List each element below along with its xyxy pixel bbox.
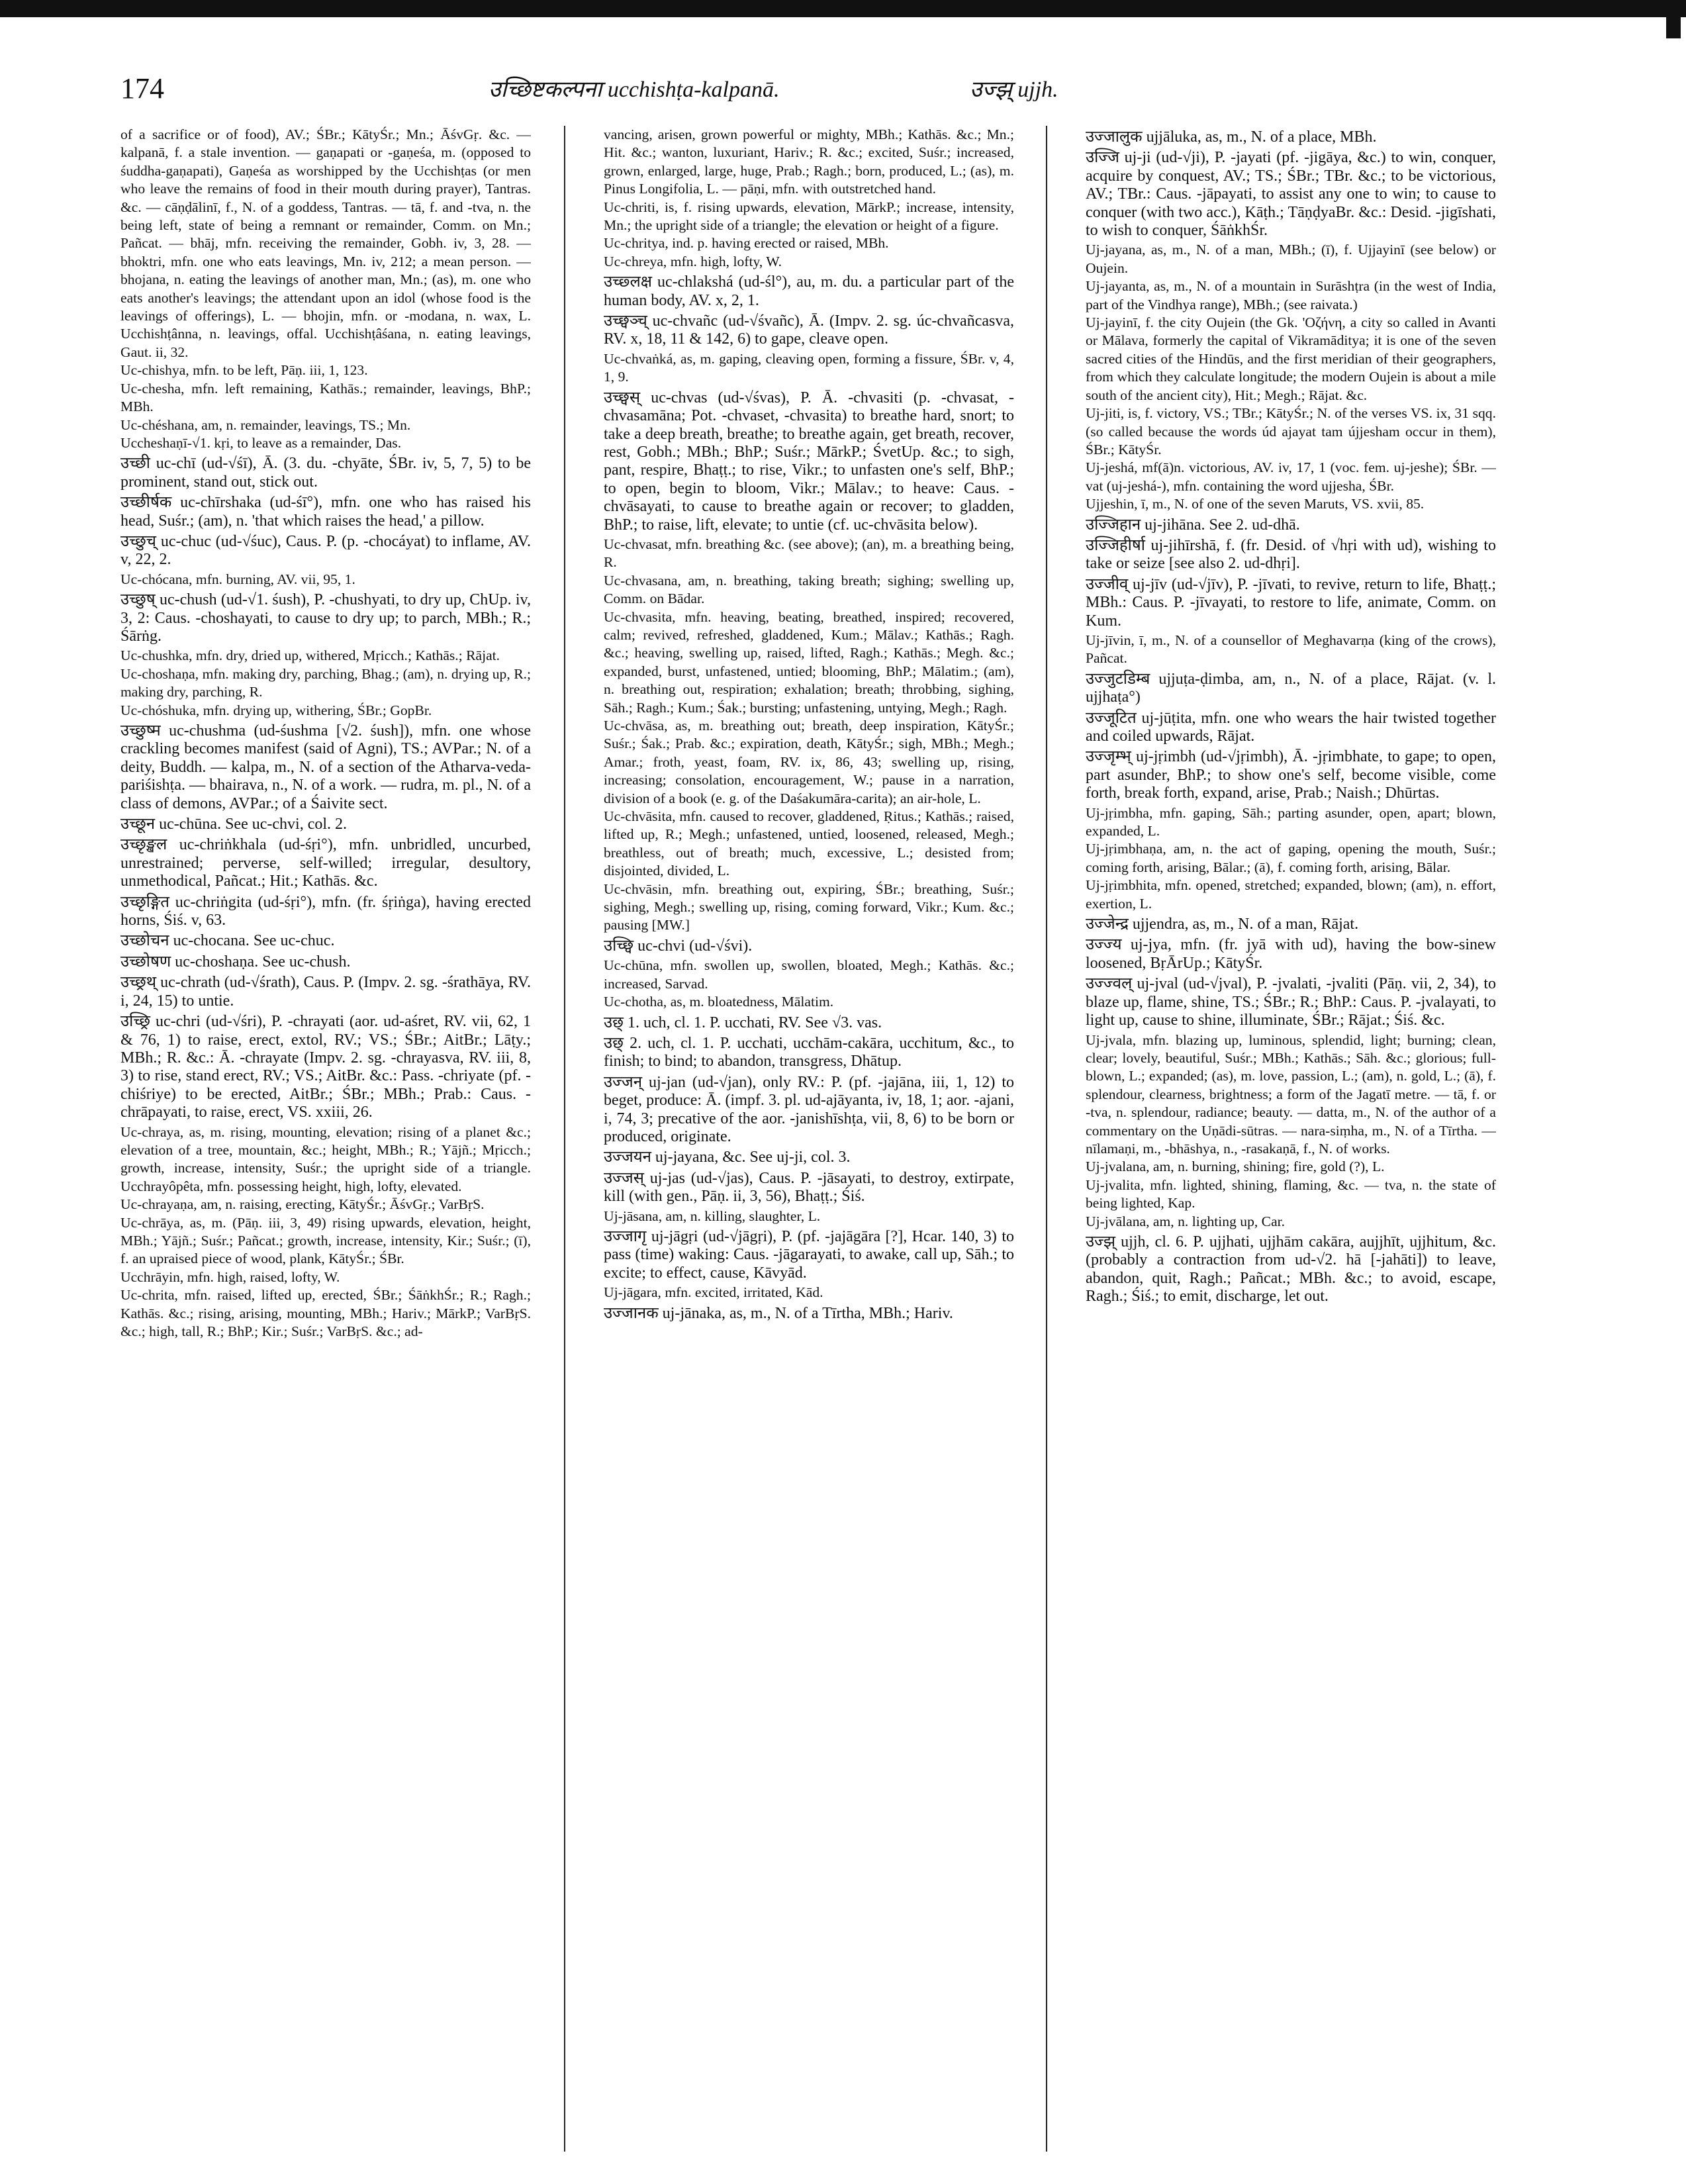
dictionary-entry: उज्ज्वल् uj-jval (ud-√jval), P. -jvalati, -jvaliti (Pāṇ. vii, 2, 34), to blaze up, flame, shine, TS.; ŚBr.; R.; BhP.: Caus. P. -jvalayati, to light up, cause to shine, illuminate, ŚBr.; Rājat.; Śiś. &c.	[1086, 975, 1496, 1029]
dictionary-entry: Uc-chvāsita, mfn. caused to recover, gladdened, Ṛitus.; Kathās.; raised, lifted up, R.; Megh.; unfastened, untied, loosened, released, Megh.; breathless, out of breath; much, excessive, L.; desisted from; disjointed, divided, L.	[604, 808, 1014, 879]
column-divider	[1046, 126, 1047, 2152]
dictionary-entry: Uj-jṛimbha, mfn. gaping, Sāh.; parting asunder, open, apart; blown, expanded, L.	[1086, 804, 1496, 839]
dictionary-entry: उच्छृङ्खल uc-chriṅkhala (ud-śṛi°), mfn. unbridled, uncurbed, unrestrained; perverse, self-willed; irregular, desultory, unmethodical, Pañcat.; Hit.; Kathās. &c.	[120, 836, 531, 890]
right-running-head: उज्झ् ujjh.	[970, 77, 1058, 102]
dictionary-entry: उच्छ्वञ्च् uc-chvañc (ud-√śvañc), Ā. (Impv. 2. sg. úc-chvañcasva, RV. x, 18, 11 & 142, 6) to gape, cleave open.	[604, 312, 1014, 348]
dictionary-entry: उच्छोषण uc-choshaṇa. See uc-chush.	[120, 953, 351, 971]
page-number: 174	[120, 72, 164, 105]
dictionary-entry: Uc-chreya, mfn. high, lofty, W.	[604, 253, 782, 269]
dictionary-entry: उछ् 2. uch, cl. 1. P. ucchati, ucchām-cakāra, ucchitum, &c., to finish; to bind; to abandon, transgress, Dhātup.	[604, 1034, 1014, 1070]
dictionary-entry: Ucchrāyin, mfn. high, raised, lofty, W.	[120, 1268, 340, 1285]
dictionary-entry: उज्जेन्द्र ujjendra, as, m., N. of a man, Rājat.	[1086, 916, 1359, 933]
top-border-rule	[0, 0, 1686, 17]
dictionary-entry: उच्छीर्षक uc-chīrshaka (ud-śī°), mfn. one who has raised his head, Suśr.; (am), n. 'that which raises the head,' a pillow.	[120, 494, 531, 530]
dictionary-entry: उछ् 1. uch, cl. 1. P. ucchati, RV. See √3. vas.	[604, 1014, 882, 1031]
dictionary-entry: उच्छ्लक्ष uc-chlakshá (ud-śl°), au, m. du. a particular part of the human body, AV. x, 2, 1.	[604, 273, 1014, 309]
dictionary-entry: उच्छ्रथ् uc-chrath (ud-√śrath), Caus. P. (Impv. 2. sg. -śrathāya, RV. i, 24, 15) to untie.	[120, 974, 531, 1010]
column-1	[120, 126, 531, 2152]
dictionary-entry: Ujjeshin, ī, m., N. of one of the seven Maruts, VS. xvii, 85.	[1086, 496, 1425, 512]
dictionary-entry: Uj-jayanta, as, m., N. of a mountain in Surāshṭra (in the west of India, part of the Vindhya range), MBh.; (see raivata.)	[1086, 278, 1496, 312]
dictionary-entry: उज्जागृ uj-jāgṛi (ud-√jāgṛi), P. (pf. -jajāgāra [?], Hcar. 140, 3) to pass (time) waking: Caus. -jāgarayati, to awake, call up, Sāh.; to excite; to effect, cause, Kāvyād.	[604, 1227, 1014, 1282]
dictionary-entry: of a sacrifice or of food), AV.; ŚBr.; KātyŚr.; Mn.; ĀśvGṛ. &c. — kalpanā, f. a stale invention. — gaṇapati or -gaṇeśa, m. (opposed to śuddha-gaṇapati), Gaṇeśa as worshipped by the Ucchishṭas (or men who leave the remains of food in their mouth during prayer), Tantras. &c. — cāṇḍālinī, f., N. of a goddess, Tantras. — tā, f. and -tva, n. the being left, state of being a remnant or remainder, Comm. on Mn.; Pañcat. — bhāj, mfn. receiving the remainder, Gobh. iv, 3, 28. — bhoktri, mfn. one who eats leavings, Mn. iv, 212; a mean person. — bhojana, n. eating the leavings of another man, Mn.; (as), m. one who eats another's leavings; the attendant upon an idol (whose food is the leavings of offerings), L. — bhojin, mfn. or -modana, n. wax, L. Ucchishṭânna, n. leavings, offal. Ucchishṭâśana, n. eating leavings, Gaut. ii, 32.	[120, 126, 531, 360]
dictionary-entry: Uj-jayinī, f. the city Oujein (the Gk. 'Οζήνη, a city so called in Avanti or Mālava, formerly the capital of Vikramāditya; it is one of the seven sacred cities of the Hindūs, and the first meridian of their geographers, from which they calculate longitude; the modern Oujein is about a mile south of the ancient city), Hit.; Megh.; Rājat. &c.	[1086, 314, 1496, 403]
dictionary-entry: उच्छ्वि uc-chvi (ud-√śvi).	[604, 937, 753, 955]
dictionary-entry: उच्छुष्म uc-chushma (ud-śushma [√2. śush]), mfn. one whose crackling becomes manifest (said of Agni), TS.; AVPar.; N. of a deity, Buddh. — kalpa, m., N. of a section of the Atharva-veda-pariśishṭa. — bhairava, n., N. of a work. — rudra, m. pl., N. of a class of demons, AVPar.; of a Śaivite sect.	[120, 722, 531, 812]
dictionary-entry: Uc-chvāsa, as, m. breathing out; breath, deep inspiration, KātyŚr.; Suśr.; Śak.; Prab. &c.; expiration, death, KātyŚr.; sigh, MBh.; Megh.; Amar.; froth, yeast, foam, RV. ix, 86, 43; swelling up, rising, increasing; consolation, encouragement, W.; pause in a narration, division of a book (e. g. of the Daśakumāra-carita); an air-hole, L.	[604, 718, 1014, 806]
dictionary-entry: उच्छुच् uc-chuc (ud-√śuc), Caus. P. (p. -chocáyat) to inflame, AV. v, 22, 2.	[120, 532, 531, 569]
dictionary-entry: Uj-jṛimbhaṇa, am, n. the act of gaping, opening the mouth, Suśr.; coming forth, arising, Bālar.; (ā), f. coming forth, arising, Bālar.	[1086, 841, 1496, 875]
dictionary-entry: उच्छी uc-chī (ud-√śī), Ā. (3. du. -chyāte, ŚBr. iv, 5, 7, 5) to be prominent, stand out, stick out.	[120, 455, 531, 491]
dictionary-entry: उज्झ् ujjh, cl. 6. P. ujjhati, ujjhām cakāra, aujjhīt, ujjhitum, &c. (probably a contraction from ud-√2. hā [-jahāti]) to leave, abandon, quit, Ragh.; Pañcat.; MBh. &c.; to avoid, escape, Ragh.; Śiś.; to emit, discharge, let out.	[1086, 1233, 1496, 1306]
dictionary-entry: Uc-chushka, mfn. dry, dried up, withered, Mṛicch.; Kathās.; Rājat.	[120, 647, 500, 664]
dictionary-entry: उज्जन् uj-jan (ud-√jan), only RV.: P. (pf. -jajāna, iii, 1, 12) to beget, produce: Ā. (impf. 3. pl. ud-ajāyanta, iv, 18, 1; aor. -ajani, i, 74, 3; precative of the aor. -janishīshṭa, vii, 8, 6) to be born or produced, originate.	[604, 1073, 1014, 1145]
dictionary-entry: Uc-chesha, mfn. left remaining, Kathās.; remainder, leavings, BhP.; MBh.	[120, 380, 531, 415]
dictionary-entry: उच्छुष् uc-chush (ud-√1. śush), P. -chushyati, to dry up, ChUp. iv, 3, 2: Caus. -choshayati, to cause to dry up; to parch, MBh.; R.; Śārṅg.	[120, 591, 531, 645]
dictionary-entry: Uccheshaṇī-√1. kṛi, to leave as a remainder, Das.	[120, 434, 402, 451]
dictionary-entry: Uj-jāgara, mfn. excited, irritated, Kād.	[604, 1284, 823, 1301]
dictionary-entry: उज्जालुक ujjāluka, as, m., N. of a place, MBh.	[1086, 128, 1377, 146]
dictionary-entry: उज्जूटित uj-jūṭita, mfn. one who wears the hair twisted together and coiled upwards, Rājat.	[1086, 709, 1496, 745]
dictionary-entry: Uc-chraya, as, m. rising, mounting, elevation; rising of a planet &c.; elevation of a tree, mountain, &c.; height, MBh.; R.; Yājñ.; Mṛicch.; growth, increase, intensity, Suśr.; the upright side of a triangle. Ucchrayôpêta, mfn. possessing height, high, lofty, elevated.	[120, 1123, 531, 1194]
dictionary-entry: Uc-chvasat, mfn. breathing &c. (see above); (an), m. a breathing being, R.	[604, 536, 1014, 571]
dictionary-entry: Uc-chotha, as, m. bloatedness, Mālatim.	[604, 994, 834, 1010]
column-divider	[564, 126, 565, 2152]
dictionary-entry: Uc-chūna, mfn. swollen up, swollen, bloated, Megh.; Kathās. &c.; increased, Sarvad.	[604, 957, 1014, 992]
left-running-head: उच्छिष्टकल्पना ucchishṭa-kalpanā.	[489, 77, 780, 102]
dictionary-entry: उच्छृङ्गित uc-chriṅgita (ud-śṛi°), mfn. (fr. śṛiṅga), having erected horns, Śiś. v, 63.	[120, 893, 531, 929]
dictionary-entry: Uc-choshaṇa, mfn. making dry, parching, Bhag.; (am), n. drying up, R.; making dry, parching, R.	[120, 665, 531, 700]
dictionary-entry: Uj-jvalita, mfn. lighted, shining, flaming, &c. — tva, n. the state of being lighted, Kap.	[1086, 1176, 1496, 1211]
dictionary-entry: उज्ज्य uj-jya, mfn. (fr. jyā with ud), having the bow-sinew loosened, BṛĀrUp.; KātyŚr.	[1086, 936, 1496, 972]
dictionary-entry: vancing, arisen, grown powerful or mighty, MBh.; Kathās. &c.; Mn.; Hit. &c.; wanton, luxuriant, Hariv.; R. &c.; excited, Suśr.; increased, grown, enlarged, large, huge, Prab.; Ragh.; born, produced, L.; (as), m. Pinus Longifolia, L. — pāṇi, mfn. with outstretched hand.	[604, 126, 1014, 197]
column-3	[1086, 126, 1496, 2152]
dictionary-entry: Uc-chóshuka, mfn. drying up, withering, ŚBr.; GopBr.	[120, 702, 432, 718]
dictionary-entry: उज्जि uj-ji (ud-√ji), P. -jayati (pf. -jigāya, &c.) to win, conquer, acquire by conquest, AV.; TS.; ŚBr.; TBr. &c.; to be victorious, AV.; TBr.: Caus. -jāpayati, to assist any one to win; to cause to conquer (with two acc.), Kāṭh.; TāṇḍyaBr. &c.: Desid. -jigīshati, to wish to conquer, ŚāṅkhŚr.	[1086, 149, 1496, 240]
dictionary-entry: Uc-chvaṅká, as, m. gaping, cleaving open, forming a fissure, ŚBr. v, 4, 1, 9.	[604, 350, 1014, 385]
dictionary-entry: Uc-chrāya, as, m. (Pāṇ. iii, 3, 49) rising upwards, elevation, height, MBh.; Yājñ.; Suśr.; Pañcat.; growth, increase, intensity, Kir.; Suśr.; (ī), f. an upraised piece of wood, plank, KātyŚr.; ŚBr.	[120, 1214, 531, 1267]
dictionary-entry: उज्जस् uj-jas (ud-√jas), Caus. P. -jāsayati, to destroy, extirpate, kill (with gen., Pāṇ. ii, 3, 56), Bhaṭṭ.; Śiś.	[604, 1169, 1014, 1206]
dictionary-entry: Uc-chrayaṇa, am, n. raising, erecting, KātyŚr.; ĀśvGṛ.; VarBṛS.	[120, 1196, 485, 1213]
dictionary-entry: Uj-jṛimbhita, mfn. opened, stretched; expanded, blown; (am), n. effort, exertion, L.	[1086, 877, 1496, 912]
dictionary-entry: उज्जानक uj-jānaka, as, m., N. of a Tīrtha, MBh.; Hariv.	[604, 1304, 953, 1322]
dictionary-entry: Uc-chrita, mfn. raised, lifted up, erected, ŚBr.; ŚāṅkhŚr.; R.; Ragh.; Kathās. &c.; rising, arising, mounting, MBh.; Hariv.; MārkP.; VarBṛS. &c.; high, tall, R.; BhP.; Kir.; Suśr.; VarBṛS. &c.; ad-	[120, 1287, 531, 1339]
dictionary-entry: Uj-jeshá, mf(ā)n. victorious, AV. iv, 17, 1 (voc. fem. uj-jeshe); ŚBr. — vat (uj-jeshá-), mfn. containing the word ujjesha, ŚBr.	[1086, 459, 1496, 494]
dictionary-entry: Uc-chvasita, mfn. heaving, beating, breathed, inspired; recovered, calm; revived, refreshed, gladdened, Kum.; Mālav.; Kathās.; Ragh. &c.; heaving, swelling up, raised, lifted, Ragh.; Kathās.; Megh. &c.; expanded, burst, unfastened, untied; blooming, BhP.; Mālatim.; (am), n. breathing out, respiration; exhalation; breath; throbbing, sighing, Sāh.; Ragh.; Kum.; Śak.; bursting; unfastening, untying, Megh.; Ragh.	[604, 608, 1014, 716]
dictionary-entry: उच्छ्रि uc-chri (ud-√śri), P. -chrayati (aor. ud-aśret, RV. vii, 62, 1 & 76, 1) to raise, erect, extol, RV.; VS.; ŚBr.; AitBr.; Lāṭy.; MBh.; R. &c.: Ā. -chrayate (Impv. 2. sg. -chrayasva, RV. iii, 8, 3) to rise, stand erect, RV.; VS.; AitBr. &c.: Pass. -chriyate (pf. -chiśriye) to be erected, AitBr.; ŚBr.; MBh.; Prab.: Caus. -chrāpayati, to raise, erect, VS. xxiii, 26.	[120, 1013, 531, 1121]
dictionary-entry: Uc-chishya, mfn. to be left, Pāṇ. iii, 1, 123.	[120, 362, 368, 379]
column-2	[604, 126, 1014, 2152]
dictionary-entry: Uc-chócana, mfn. burning, AV. vii, 95, 1.	[120, 571, 355, 587]
page-header	[120, 71, 1643, 109]
dictionary-entry: उज्जुटडिम्ब ujjuṭa-ḍimba, am, n., N. of a place, Rājat. (v. l. ujjhaṭa°)	[1086, 670, 1496, 706]
dictionary-entry: उज्जीव् uj-jīv (ud-√jīv), P. -jīvati, to revive, return to life, Bhaṭṭ.; MBh.: Caus. P. -jīvayati, to restore to life, animate, Comm. on Kum.	[1086, 575, 1496, 630]
dictionary-entry: Uj-jayana, as, m., N. of a man, MBh.; (ī), f. Ujjayinī (see below) or Oujein.	[1086, 242, 1496, 276]
dictionary-entry: Uj-jvala, mfn. blazing up, luminous, splendid, light; burning; clean, clear; lovely, beautiful, Suśr.; MBh.; Kathās.; Sāh. &c.; glorious; full-blown, L.; expanded; (as), m. love, passion, L.; (am), n. gold, L.; (ā), f. splendour, clearness, brightness; a form of the Jagatī metre. — tā, f. or -tva, n. splendour, radiance; beauty. — datta, m., N. of the author of a commentary on the Uṇādi-sūtras. — nara-siṃha, m., N. of a Tīrtha. — nīlamaṇi, m., -bhāshya, n., -rasakaṇā, f., N. of works.	[1086, 1031, 1496, 1157]
dictionary-entry: Uc-chéshana, am, n. remainder, leavings, TS.; Mn.	[120, 416, 411, 433]
dictionary-entry: उच्छोचन uc-chocana. See uc-chuc.	[120, 932, 335, 950]
dictionary-entry: उज्जिहान uj-jihāna. See 2. ud-dhā.	[1086, 516, 1300, 534]
dictionary-entry: Uc-chriti, is, f. rising upwards, elevation, MārkP.; increase, intensity, Mn.; the upright side of a triangle; the elevation or height of a figure.	[604, 199, 1014, 234]
dictionary-entry: Uj-jīvin, ī, m., N. of a counsellor of Meghavarṇa (king of the crows), Pañcat.	[1086, 632, 1496, 667]
dictionary-entry: उच्छून uc-chūna. See uc-chvi, col. 2.	[120, 816, 348, 833]
dictionary-entry: उज्जयन uj-jayana, &c. See uj-ji, col. 3.	[604, 1149, 851, 1166]
dictionary-entry: Uj-jvalana, am, n. burning, shining; fire, gold (?), L.	[1086, 1159, 1385, 1175]
dictionary-entry: Uj-jiti, is, f. victory, VS.; TBr.; KātyŚr.; N. of the verses VS. ix, 31 sqq. (so called because the words úd ajayat tam újjesham occur in them), ŚBr.; KātyŚr.	[1086, 405, 1496, 457]
dictionary-entry: Uc-chvasana, am, n. breathing, taking breath; sighing; swelling up, Comm. on Bādar.	[604, 572, 1014, 607]
dictionary-entry: Uj-jāsana, am, n. killing, slaughter, L.	[604, 1208, 821, 1224]
dictionary-entry: उज्जिहीर्षा uj-jihīrshā, f. (fr. Desid. of √hṛi with ud), wishing to take or seize [see also 2. ud-dhṛi].	[1086, 536, 1496, 573]
dictionary-entry: उज्जृम्भ् uj-jṛimbh (ud-√jṛimbh), Ā. -jṛimbhate, to gape; to open, part asunder, BhP.; to show one's self, become visible, come forth, break forth, expand, arise, Prab.; Naish.; Dhūrtas.	[1086, 748, 1496, 802]
dictionary-entry: Uc-chvāsin, mfn. breathing out, expiring, ŚBr.; breathing, Suśr.; sighing, Megh.; swelling up, rising, coming forward, Vikr.; Kum. &c.; pausing [MW.]	[604, 880, 1014, 933]
corner-mark	[1666, 16, 1681, 38]
dictionary-entry: Uj-jvālana, am, n. lighting up, Car.	[1086, 1213, 1286, 1229]
dictionary-entry: उच्छ्वस् uc-chvas (ud-√śvas), P. Ā. -chvasiti (p. -chvasat, -chvasamāna; Pot. -chvaset, -chvasita) to breathe hard, snort; to take a deep breath, breathe; to breathe again, get breath, recover, rest, Gobh.; MBh.; BhP.; Suśr.; MārkP.; ŚvetUp. &c.; to sigh, pant, respire, Bhaṭṭ.; to rise, Vikr.; to unfasten one's self, BhP.; to open, begin to bloom, Vikr.; Mālav.; to heave: Caus. -chvāsayati, to cause to breathe again or recover; to gladden, BhP.; to raise, lift, elevate; to untie (cf. uc-chvāsita below).	[604, 389, 1014, 534]
dictionary-entry: Uc-chritya, ind. p. having erected or raised, MBh.	[604, 235, 889, 252]
